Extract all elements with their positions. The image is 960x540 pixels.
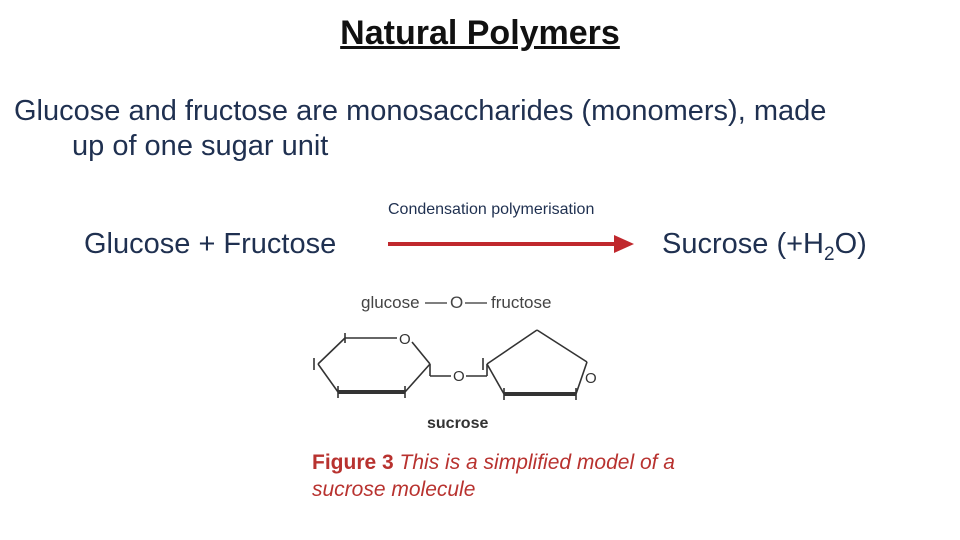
diagram-fructose-label: fructose bbox=[491, 293, 552, 312]
figure-number: Figure 3 bbox=[312, 451, 394, 474]
product-subscript: 2 bbox=[823, 243, 835, 265]
reactants-text: Glucose + Fructose bbox=[84, 228, 337, 260]
figure-caption-line-1: This is a simplified model of a bbox=[399, 451, 675, 474]
product-prefix: Sucrose (+H bbox=[662, 228, 824, 260]
figure-caption bbox=[312, 450, 732, 504]
intro-line-2: up of one sugar unit bbox=[72, 129, 329, 162]
product-suffix: O) bbox=[834, 228, 867, 260]
slide-title: Natural Polymers bbox=[340, 14, 620, 52]
glucose-ring-o: O bbox=[399, 331, 411, 348]
sucrose-caption: sucrose bbox=[427, 415, 489, 432]
diagram-top-o-label: O bbox=[450, 293, 464, 312]
diagram-glucose-label: glucose bbox=[361, 293, 420, 312]
intro-line-1: Glucose and fructose are monosaccharides (monomers), made bbox=[14, 95, 827, 127]
figure-caption-line-2: sucrose molecule bbox=[312, 477, 476, 501]
link-o: O bbox=[453, 368, 465, 385]
reaction-arrow-icon bbox=[388, 232, 638, 256]
sucrose-diagram bbox=[305, 280, 605, 440]
fructose-ring-o: O bbox=[585, 370, 597, 387]
glucose-ring-icon bbox=[314, 333, 430, 398]
arrow-label: Condensation polymerisation bbox=[388, 201, 595, 218]
intro-text bbox=[14, 94, 944, 164]
fructose-ring-icon bbox=[483, 330, 587, 400]
products-text bbox=[662, 228, 867, 266]
